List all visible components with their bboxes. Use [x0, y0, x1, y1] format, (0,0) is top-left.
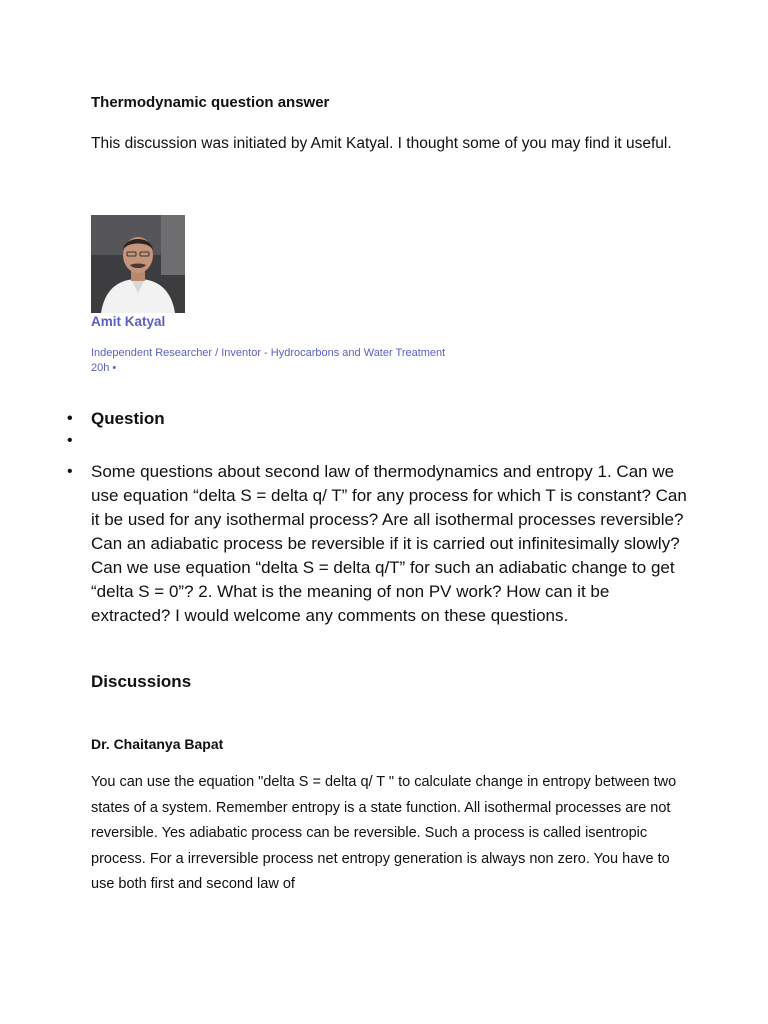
answer-author: Dr. Chaitanya Bapat: [91, 736, 224, 752]
question-heading: • Question: [91, 406, 691, 432]
question-body: • Some questions about second law of thermodynamics and entropy 1. Can we use equation “delta S = delta q/ T” for any process for which T is constant? Can it be used for any isothermal process? Are all isothermal processes reversible? Can an adiabatic process be reversible if it is carried out infinitesimally slowly? Can we use equation “delta S = delta q/T” for such an adiabatic change to get “delta S = 0”? 2. What is the meaning of non PV work? How can it be extracted? I would welcome any comments on these questions.: [91, 460, 691, 628]
profile-photo-image: [91, 215, 185, 313]
profile-name[interactable]: Amit Katyal: [91, 314, 166, 329]
list-item-empty: [91, 432, 691, 456]
profile-headline: Independent Researcher / Inventor - Hydrocarbons and Water Treatment: [91, 347, 446, 359]
discussions-heading: Discussions: [91, 672, 192, 691]
answer-text: You can use the equation "delta S = delta q/ T " to calculate change in entropy between two states of a system. Remember entropy is a state function. All isothermal processes are not reversible. Yes adiabatic process can be reversible. Such a process is called isentropic process. For a irreversible process net entropy generation is always non zero. You have to use both first and second law of: [91, 774, 677, 892]
question-list: [91, 406, 691, 628]
intro-paragraph: This discussion was initiated by Amit Katyal. I thought some of you may find it useful.: [91, 135, 672, 152]
profile-photo: [91, 215, 185, 313]
document-title: Thermodynamic question answer: [91, 94, 330, 111]
post-timestamp: 20h •: [91, 362, 117, 374]
